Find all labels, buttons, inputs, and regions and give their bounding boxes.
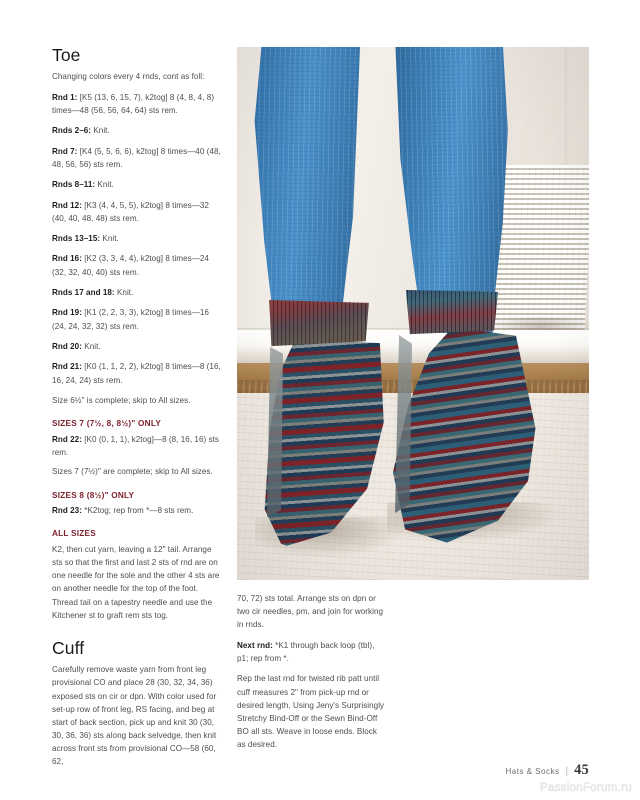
cuff-section — [52, 639, 224, 769]
round-label: Rnd 23: — [52, 506, 82, 516]
toe-intro-text: Changing colors every 4 rnds, cont as foll: — [52, 72, 205, 82]
toe-round-16 — [52, 252, 224, 278]
round-label: Rnd 22: — [52, 434, 82, 444]
toe-round-21 — [52, 360, 224, 386]
right-text-column — [237, 592, 387, 759]
cuff-continuation-text: 70, 72) sts total. Arrange sts on dpn or two cir needles, pm, and join for working in rnds. — [237, 594, 384, 630]
round-text: [K1 (2, 2, 3, 3), k2tog] 8 times—16 (24, 24, 32, 32) sts rem. — [52, 308, 209, 331]
round-text: *K2tog; rep from *—8 sts rem. — [81, 506, 194, 516]
page-footer — [505, 762, 589, 779]
round-text: [K2 (3, 3, 4, 4), k2tog] 8 times—24 (32, 32, 40, 40) sts rem. — [52, 254, 209, 277]
toe-round-1 — [52, 91, 224, 117]
toe-rounds-17-18 — [52, 286, 224, 299]
toe-rounds-13-15 — [52, 232, 224, 245]
cuff-text: Carefully remove waste yarn from front leg provisional CO and place 28 (30, 32, 34, 36) exposed sts on cir or dpn. With color used for set-up row of front leg, RS facing, and beg at start of back section, pick up and knit 30 (30, 30, 36, 36) sts along back selvedge, then knit across front sts from provisional CO—58 (60, 62, — [52, 665, 217, 767]
round-label: Rnd 20: — [52, 341, 82, 351]
round-label: Rnds 17 and 18: — [52, 288, 115, 297]
toe-round-23 — [52, 504, 224, 517]
round-text: Knit. — [114, 288, 134, 297]
sizes-7-heading: SIZES 7 (7½, 8, 8½)" ONLY — [52, 419, 162, 429]
sizes-8-heading: SIZES 8 (8½)" ONLY — [52, 490, 135, 500]
all-sizes-text: K2, then cut yarn, leaving a 12" tail. Arrange sts so that the first and last 2 sts of rnd are on one needle for the sole and the other 4 sts are on another needle for the top of the foot. Thread tail on a tapestry needle and use the Kitchener st to graft rem sts tog. — [52, 544, 220, 620]
toe-round-7 — [52, 145, 224, 171]
round-text: Knit. — [81, 341, 101, 351]
round-label: Rnds 2–6: — [52, 126, 92, 136]
toe-section-heading: Toe — [52, 45, 81, 65]
round-label: Rnd 7: — [52, 146, 78, 156]
sock-photograph — [237, 47, 589, 580]
round-label: Rnd 21: — [52, 362, 82, 372]
all-sizes-heading: ALL SIZES — [52, 529, 96, 539]
round-label: Next rnd: — [237, 640, 273, 650]
round-text: [K4 (5, 5, 6, 6), k2tog] 8 times—40 (48, 48, 56, 56) sts rem. — [52, 146, 221, 169]
round-text: *K1 through back loop (tbl), p1; rep from *. — [237, 640, 375, 663]
site-watermark: PassionForum.ru — [539, 782, 632, 794]
footer-separator: | — [565, 766, 569, 777]
round-label: Rnd 12: — [52, 200, 82, 210]
round-label: Rnd 19: — [52, 308, 82, 318]
left-text-column — [52, 46, 224, 776]
round-text: Knit. — [91, 126, 110, 136]
toe-round-19 — [52, 306, 224, 332]
cuff-section-heading: Cuff — [52, 637, 85, 658]
size-six-half-note: Size 6½" is complete; skip to All sizes. — [52, 395, 191, 405]
toe-round-20 — [52, 340, 224, 353]
toe-rounds-2-6 — [52, 124, 224, 137]
round-text: [K3 (4, 4, 5, 5), k2tog] 8 times—32 (40, 40, 48, 48) sts rem. — [52, 200, 209, 223]
round-text: [K0 (0, 1, 1), k2tog]—8 (8, 16, 16) sts rem. — [52, 434, 219, 457]
round-label: Rnd 16: — [52, 254, 82, 264]
toe-rounds-8-11 — [52, 178, 224, 191]
round-text: Knit. — [100, 234, 119, 244]
toe-round-22 — [52, 433, 224, 459]
round-label: Rnd 1: — [52, 92, 78, 102]
page-number: 45 — [574, 762, 589, 778]
toe-round-12 — [52, 199, 224, 225]
round-label: Rnds 8–11: — [52, 180, 96, 190]
round-label: Rnds 13–15: — [52, 234, 101, 244]
footer-section-title: Hats & Socks — [505, 767, 560, 776]
round-text: Knit. — [95, 180, 114, 190]
photo-vignette — [237, 47, 589, 580]
next-round-instruction — [237, 639, 387, 665]
finishing-text: Rep the last rnd for twisted rib patt until cuff measures 2" from pick-up rnd or desired length. Using Jeny's Surprisingly Stretchy Bind-Off or the Sewn Bind-Off BO all sts. Weave in loose ends. Block as desired. — [237, 674, 385, 750]
sizes-7-note: Sizes 7 (7½)" are complete; skip to All sizes. — [52, 467, 213, 477]
round-text: [K0 (1, 1, 2, 2), k2tog] 8 times—8 (16, 16, 24, 24) sts rem. — [52, 362, 221, 385]
round-text: [K5 (13, 6, 15, 7), k2tog] 8 (4, 8, 4, 8) times—48 (56, 56, 64, 64) sts rem. — [52, 92, 215, 115]
